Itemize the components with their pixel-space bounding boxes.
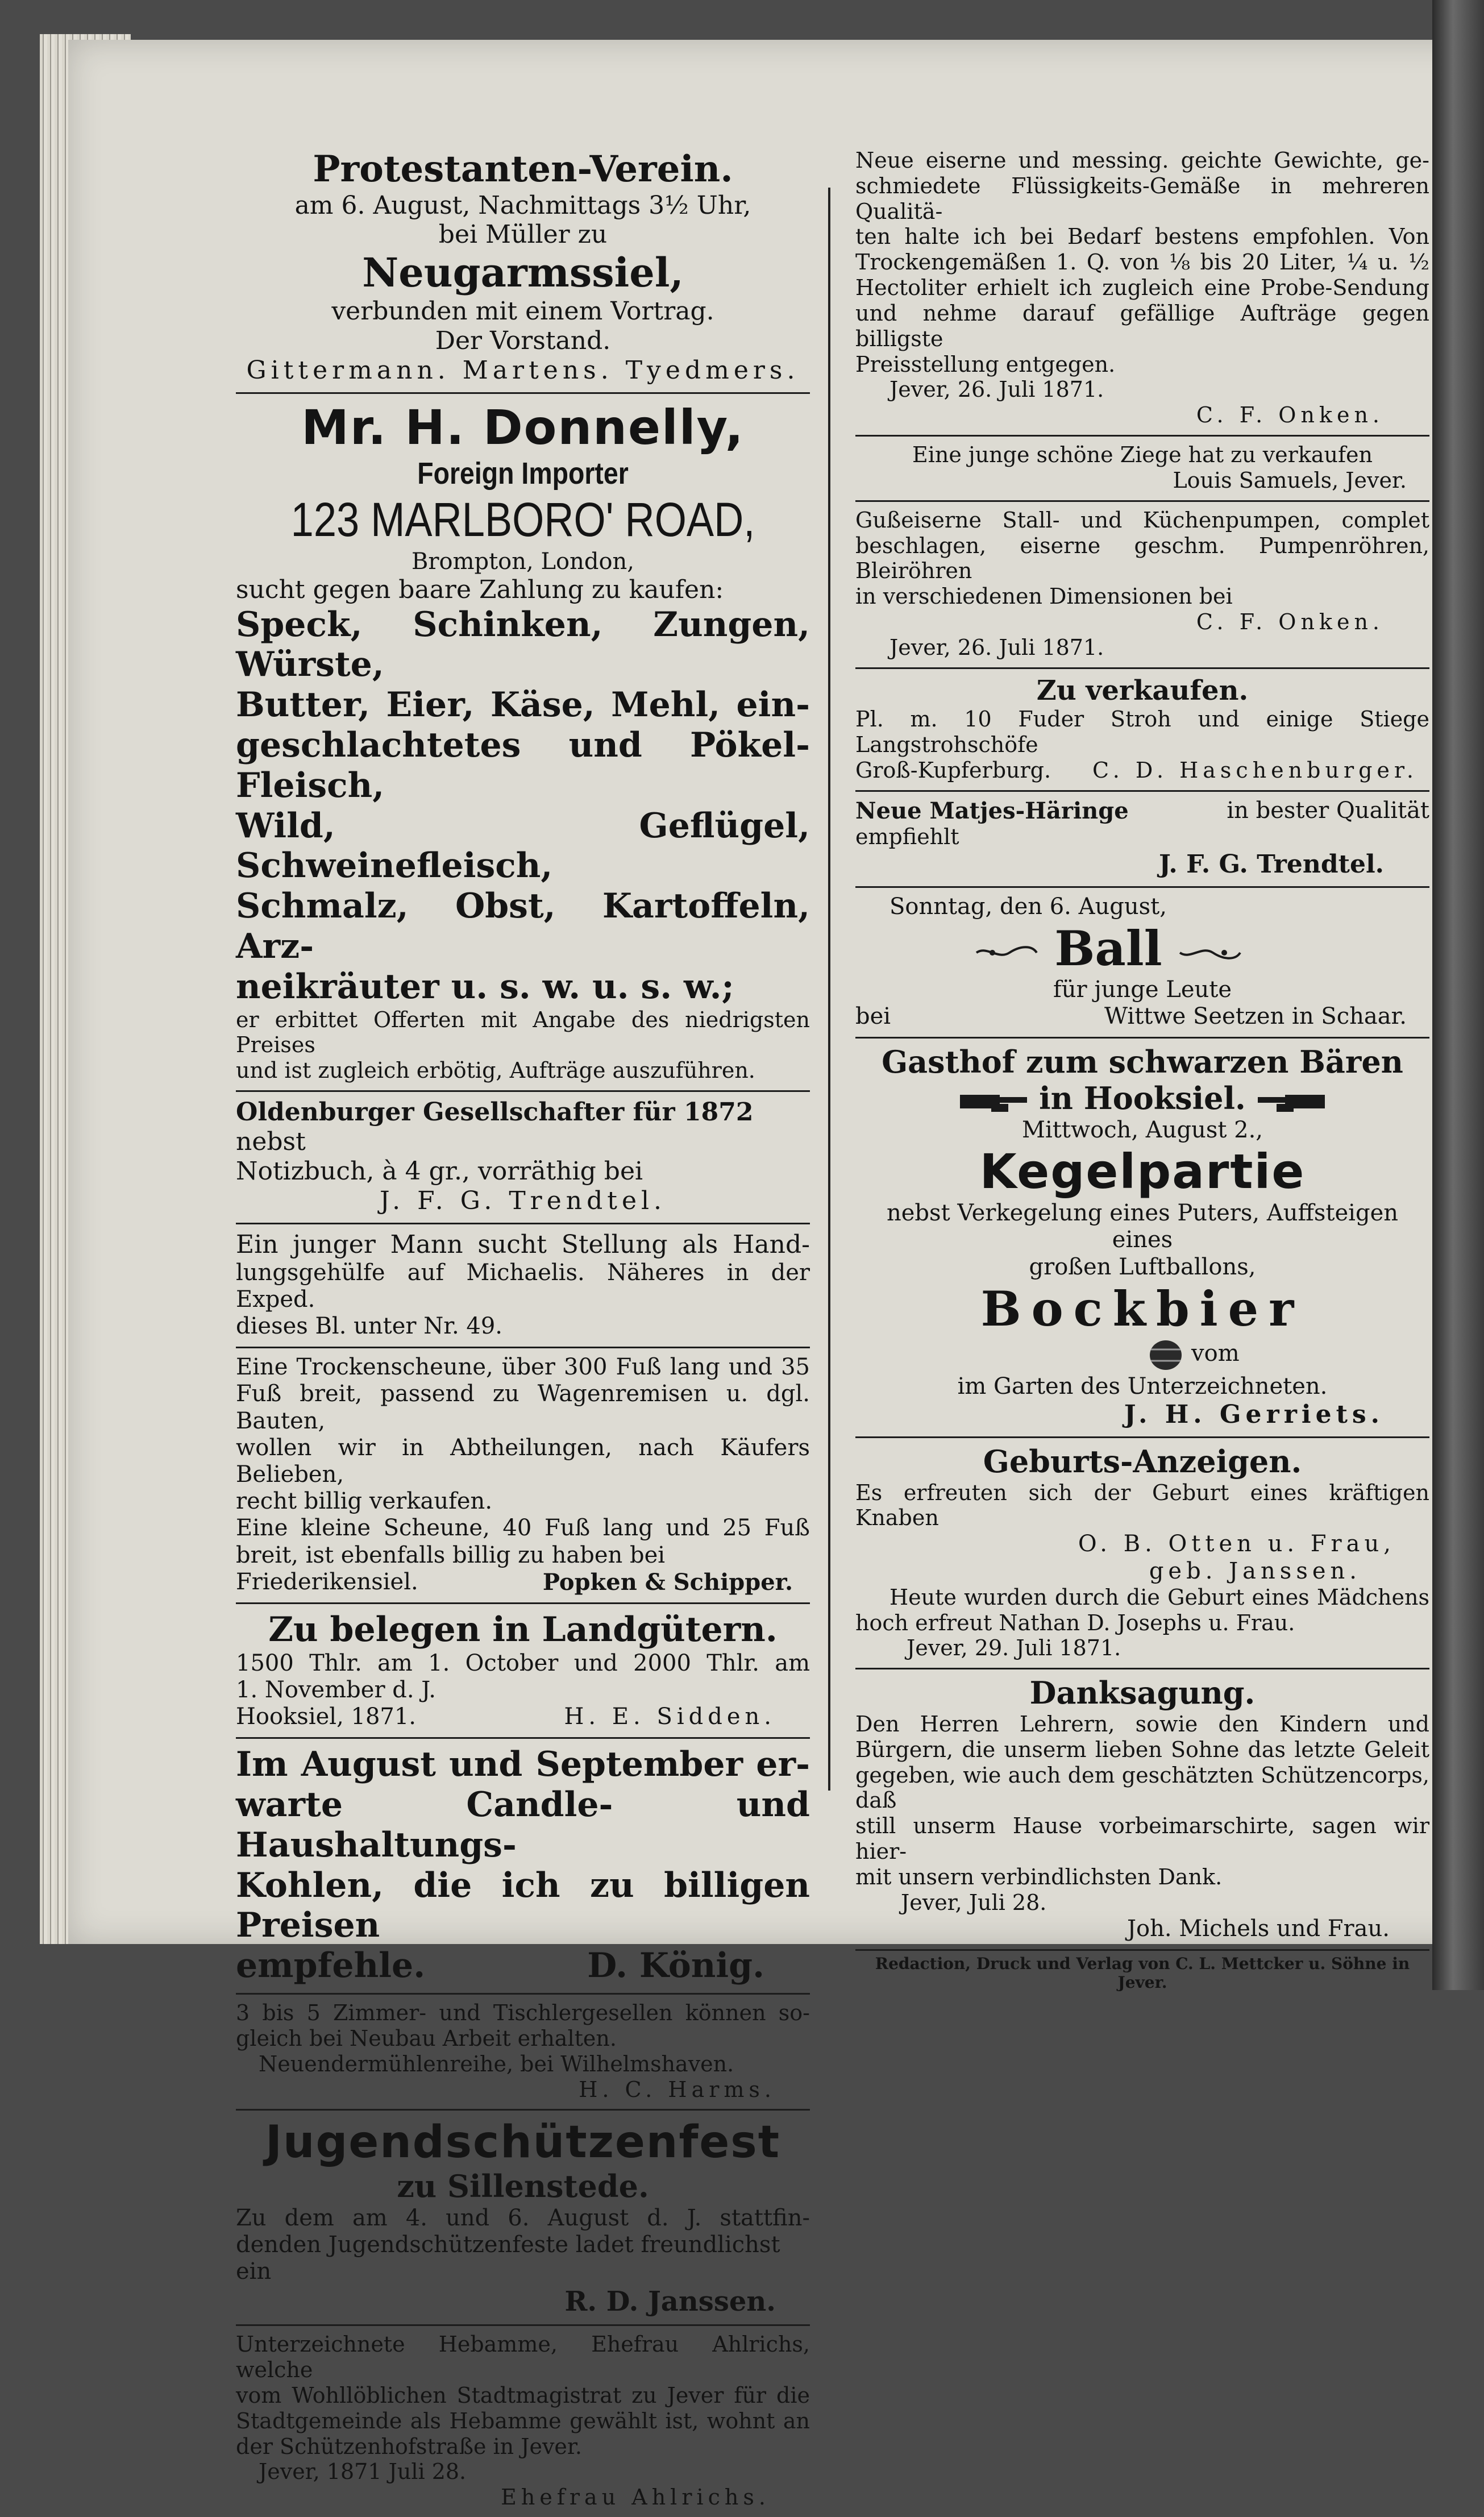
ad-goods-line: geschlachtetes und Pökel-Fleisch, — [236, 725, 810, 805]
ad-line: Knaben — [855, 1505, 939, 1531]
ad-line: gleich bei Neubau Arbeit erhalten. — [236, 2025, 617, 2051]
ad-line: und ist zugleich erbötig, Aufträge auszuführen. — [236, 1058, 755, 1083]
ad-line: für junge Leute — [1053, 977, 1232, 1003]
ad-line: Eine Trockenscheune, über 300 Fuß lang und 35 — [236, 1354, 810, 1381]
column-divider — [828, 188, 830, 1791]
ad-date: Jever, 1871 Juli 28. — [259, 2459, 467, 2485]
ad-ball — [855, 886, 1429, 1037]
ad-line: Es erfreuten sich der Geburt eines kräftigen — [855, 1480, 1429, 1505]
ad-line: 1500 Thlr. am 1. October und 2000 Thlr. am — [236, 1650, 810, 1676]
ad-company-name: Mr. H. Donnelly, — [301, 399, 745, 455]
ad-title: Zu verkaufen. — [1036, 674, 1249, 707]
ad-signer: C. F. Onken. — [1196, 402, 1384, 428]
ad-line: in bester Qualität — [1227, 797, 1429, 824]
ad-date: Jever, 29. Juli 1871. — [907, 1635, 1121, 1661]
ad-line: mit unsern verbindlichsten Dank. — [855, 1864, 1223, 1889]
ad-title: Jugendschützenfest — [265, 2117, 781, 2169]
ad-signer: H. C. Harms. — [579, 2076, 776, 2102]
right-column — [855, 148, 1429, 1999]
ad-event: Kegelpartie — [979, 1144, 1306, 1200]
ad-place: in Hooksiel. — [1039, 1080, 1246, 1117]
ad-signer: geb. Janssen. — [1149, 1557, 1361, 1584]
ad-beer: Bockbier — [980, 1280, 1304, 1337]
ad-trockenscheune — [236, 1347, 810, 1602]
ad-goods-line: Wild, Geflügel, Schweinefleisch, — [236, 805, 810, 886]
ad-line: 3 bis 5 Zimmer- und Tischlergesellen können so- — [236, 2000, 810, 2026]
ad-title: Zu belegen in Landgütern. — [268, 1609, 778, 1650]
ad-title: Oldenburger Gesellschafter für 1872 — [236, 1098, 754, 1127]
ad-signer: J. F. G. Trendtel. — [379, 1186, 667, 1215]
pointing-hand-left-icon — [1257, 1087, 1325, 1115]
ad-line: lungsgehülfe auf Michaelis. Näheres in der Exped. — [236, 1259, 810, 1313]
ad-goods-line: Schmalz, Obst, Kartoffeln, Arz- — [236, 886, 810, 967]
ad-gasthof — [855, 1037, 1429, 1436]
ad-line: empfehle. — [236, 1946, 426, 1986]
ad-date: Jever, 26. Juli 1871. — [889, 634, 1104, 660]
ad-place: Groß-Kupferburg. — [855, 758, 1051, 783]
ad-line: Eine kleine Scheune, 40 Fuß lang und 25 Fuß — [236, 1515, 810, 1542]
ad-signer: Popken & Schipper. — [542, 1568, 793, 1596]
ad-goods-line: Speck, Schinken, Zungen, Würste, — [236, 604, 810, 685]
ad-title: Neue Matjes-Häringe — [855, 797, 1129, 824]
ad-signer: Louis Samuels, Jever. — [1173, 467, 1407, 493]
ad-signer: J. F. G. Trendtel. — [1159, 849, 1384, 879]
ad-signers: Gittermann. Martens. Tyedmers. — [246, 355, 800, 385]
ad-line: hoch erfreut Nathan D. Josephs u. Frau. — [855, 1610, 1295, 1635]
ad-matjes — [855, 790, 1429, 886]
ad-line: bei Müller zu — [438, 220, 608, 250]
ad-subtitle: zu Sillenstede. — [397, 2168, 649, 2205]
ad-line: vom — [1191, 1340, 1240, 1367]
ad-date: Jever, Juli 28. — [901, 1889, 1047, 1915]
ad-line: nebst Verkegelung eines Puters, Auffsteigen eines — [887, 1200, 1398, 1253]
ad-line: wollen wir in Abtheilungen, nach Käufers Belieben, — [236, 1434, 810, 1488]
ad-line: gegeben, wie auch dem geschätzten Schützencorps, daß — [855, 1762, 1429, 1813]
ad-junger-mann — [236, 1223, 810, 1347]
ad-signer: C. D. Haschenburger. — [1092, 758, 1418, 783]
ad-place: Hooksiel, 1871. — [236, 1704, 417, 1730]
barrel-icon — [1148, 1337, 1184, 1373]
book-spine — [1432, 0, 1484, 1990]
ad-line: Langstrohschöfe — [855, 732, 1038, 758]
ad-line: am 6. August, Nachmittags 3½ Uhr, — [294, 190, 751, 220]
impressum-text: Redaction, Druck und Verlag von C. L. Mettcker u. Söhne in Jever. — [875, 1954, 1410, 1992]
ad-address: 123 MARLBORO' ROAD, — [290, 493, 755, 547]
ad-line: Notizbuch, à 4 gr., vorräthig bei — [236, 1156, 643, 1186]
ad-line: vom Wohllöblichen Stadtmagistrat zu Jever für die — [236, 2382, 810, 2408]
ad-signer: H. E. Sidden. — [564, 1704, 776, 1730]
ad-line: Ein junger Mann sucht Stellung als Hand- — [236, 1230, 810, 1259]
ornament-right-icon — [1179, 945, 1241, 960]
ad-date: Sonntag, den 6. August, — [889, 893, 1167, 920]
ad-landgueter — [236, 1602, 810, 1737]
ad-line: Gußeiserne Stall- und Küchenpumpen, complet — [855, 507, 1429, 533]
ad-line: nebst — [236, 1127, 306, 1157]
ad-line: warte Candle- und Haushaltungs- — [236, 1785, 810, 1865]
ad-line: Hectoliter erhielt ich zugleich eine Probe-Sendung — [855, 275, 1429, 301]
ad-danksagung — [855, 1668, 1429, 1949]
ad-line: still unserm Hause vorbeimarschirte, sagen wir hier- — [855, 1813, 1429, 1864]
ad-title: Protestanten-Verein. — [313, 148, 733, 190]
ad-title: Ball — [1054, 920, 1162, 977]
ad-ziege — [855, 435, 1429, 500]
ad-line: im Garten des Unterzeichneten. — [957, 1373, 1328, 1399]
ad-line: Fuß breit, passend zu Wagenremisen u. dgl. Bauten, — [236, 1381, 810, 1434]
ad-line: dieses Bl. unter Nr. 49. — [236, 1313, 503, 1340]
ad-signer: Ehefrau Ahlrichs. — [501, 2485, 770, 2510]
ad-line: Unterzeichnete Hebamme, Ehefrau Ahlrichs, welche — [236, 2332, 810, 2383]
ad-line: Preisstellung entgegen. — [855, 351, 1116, 377]
impressum — [855, 1949, 1429, 1999]
ad-line: der Schützenhofstraße in Jever. — [236, 2433, 582, 2459]
ad-signer: Joh. Michels und Frau. — [1127, 1915, 1390, 1942]
ad-line: schmiedete Flüssigkeits-Gemäße in mehreren Qualitä- — [855, 173, 1429, 224]
ad-gewichte — [855, 148, 1429, 435]
ad-line: Bürgern, die unserm lieben Sohne das letzte Geleit — [855, 1737, 1429, 1762]
ad-line: er erbittet Offerten mit Angabe des niedrigsten Preises — [236, 1007, 810, 1058]
ad-title: Danksagung. — [1029, 1675, 1256, 1712]
ad-city: Brompton, London, — [411, 548, 635, 575]
ad-line: Im August und September er- — [236, 1745, 810, 1785]
ad-line: Neuendermühlenreihe, bei Wilhelmshaven. — [259, 2051, 734, 2076]
ad-line: Pl. m. 10 Fuder Stroh und einige Stiege — [855, 707, 1429, 732]
ad-line: Heute wurden durch die Geburt eines Mädchens — [889, 1584, 1429, 1610]
ad-line: und nehme darauf gefällige Aufträge gegen billigste — [855, 300, 1429, 351]
ad-line: in verschiedenen Dimensionen bei — [855, 584, 1233, 609]
ad-line: breit, ist ebenfalls billig zu haben bei — [236, 1542, 666, 1568]
ad-signer: J. H. Gerriets. — [1124, 1400, 1384, 1430]
ad-line: großen Luftballons, — [1029, 1253, 1256, 1280]
ad-goods-line: Butter, Eier, Käse, Mehl, ein- — [236, 685, 810, 725]
ad-pumpen — [855, 500, 1429, 667]
ad-line: Trockengemäßen 1. Q. von ⅛ bis 20 Liter, ¼ u. ½ — [855, 250, 1429, 275]
ad-donnelly — [236, 392, 810, 1090]
ad-intro: sucht gegen baare Zahlung zu kaufen: — [236, 575, 724, 604]
ad-gesellschafter — [236, 1090, 810, 1223]
ad-signer: O. B. Otten u. Frau, — [1078, 1531, 1395, 1557]
ad-signer: D. König. — [587, 1946, 764, 1986]
ad-goods-line: neikräuter u. s. w. u. s. w.; — [236, 966, 734, 1007]
ornament-left-icon — [975, 945, 1038, 960]
ad-geburts-anzeigen — [855, 1436, 1429, 1668]
ad-zu-verkaufen — [855, 667, 1429, 790]
ad-protestanten-verein — [236, 97, 810, 392]
ad-hebamme — [236, 2324, 810, 2517]
ad-date: Mittwoch, August 2., — [1021, 1116, 1263, 1143]
ad-line: bei — [855, 1003, 891, 1030]
ad-place: Neugarmssiel, — [362, 249, 684, 297]
ad-subtitle: Foreign Importer — [417, 456, 629, 491]
ad-line: Zu dem am 4. und 6. August d. J. stattfin- — [236, 2205, 810, 2232]
ad-line: recht billig verkaufen. — [236, 1488, 493, 1515]
ad-line: 1. November d. J. — [236, 1676, 436, 1703]
ad-line: Stadtgemeinde als Hebamme gewählt ist, wohnt an — [236, 2408, 810, 2433]
ad-line: ten halte ich bei Bedarf bestens empfohlen. Von — [855, 224, 1429, 250]
ad-signer: C. F. Onken. — [1196, 609, 1384, 635]
left-column — [236, 97, 810, 2517]
ad-line: Eine junge schöne Ziege hat zu verkaufen — [912, 442, 1373, 468]
ad-kohlen — [236, 1737, 810, 1993]
ad-line: Der Vorstand. — [435, 326, 611, 355]
ad-signer: R. D. Janssen. — [564, 2285, 776, 2317]
ad-line: Den Herren Lehrern, sowie den Kindern und — [855, 1711, 1429, 1737]
ad-line: Neue eiserne und messing. geichte Gewichte, ge- — [855, 148, 1429, 173]
ad-jugendschuetzenfest — [236, 2109, 810, 2324]
ad-title: Geburts-Anzeigen. — [983, 1443, 1302, 1480]
ad-line: Kohlen, die ich zu billigen Preisen — [236, 1865, 810, 1946]
ad-signer: Wittwe Seetzen in Schaar. — [1104, 1003, 1407, 1030]
ad-place: Friederikensiel. — [236, 1568, 418, 1595]
pointing-hand-right-icon — [960, 1087, 1028, 1115]
ad-date: Jever, 26. Juli 1871. — [889, 377, 1104, 402]
ad-line: empfiehlt — [855, 824, 959, 850]
ad-line: verbunden mit einem Vortrag. — [331, 296, 714, 326]
ad-line: denden Jugendschützenfeste ladet freundlichst ein — [236, 2232, 780, 2285]
ad-gesellen — [236, 1993, 810, 2109]
ad-line: beschlagen, eiserne geschm. Pumpenröhren, Bleiröhren — [855, 533, 1429, 584]
ad-title: Gasthof zum schwarzen Bären — [882, 1044, 1403, 1081]
